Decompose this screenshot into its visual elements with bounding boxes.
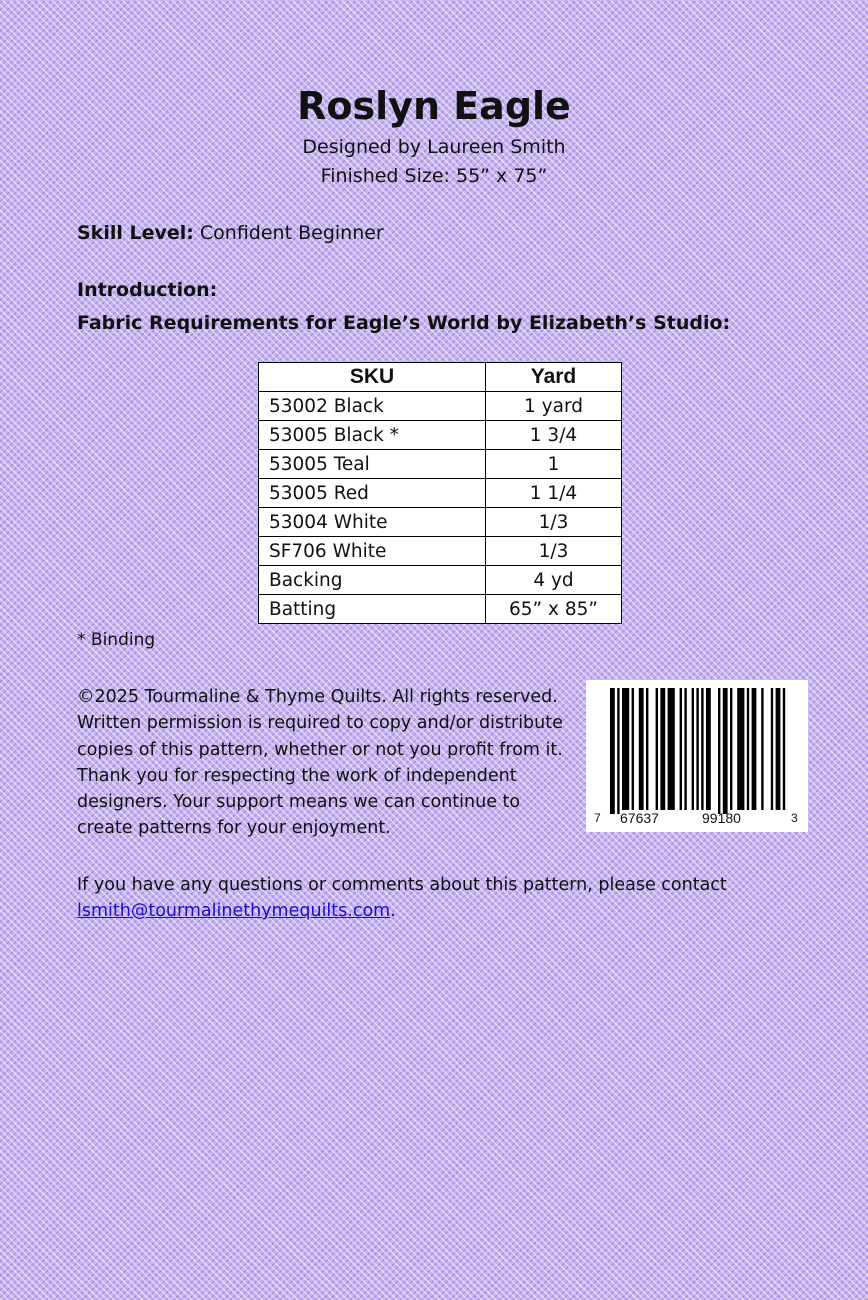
sku-cell: 53002 Black <box>259 392 486 421</box>
barcode-group-right: 99180 <box>702 810 741 826</box>
sku-cell: 53005 Black * <box>259 421 486 450</box>
table-row <box>259 537 622 566</box>
copyright-line: Thank you for respecting the work of independent <box>77 765 517 786</box>
barcode-bars <box>586 686 808 814</box>
contact-email-link[interactable]: lsmith@tourmalinethymequilts.com <box>77 901 391 921</box>
barcode-digit-end: 3 <box>791 811 798 825</box>
page-title: Roslyn Eagle <box>297 84 571 128</box>
sku-cell: SF706 White <box>259 537 486 566</box>
sku-cell: Backing <box>259 566 486 595</box>
copyright-line: create patterns for your enjoyment. <box>77 818 391 839</box>
binding-footnote: * Binding <box>77 630 156 650</box>
barcode-digit-start: 7 <box>594 811 601 825</box>
sku-cell: 53005 Teal <box>259 450 486 479</box>
yard-cell: 1/3 <box>486 537 622 566</box>
yard-cell: 65” x 85” <box>486 595 622 624</box>
finished-size: Finished Size: 55” x 75” <box>320 165 548 187</box>
table-row <box>259 566 622 595</box>
table-row <box>259 508 622 537</box>
yard-cell: 4 yd <box>486 566 622 595</box>
yard-cell: 1/3 <box>486 508 622 537</box>
column-header-sku: SKU <box>259 363 486 392</box>
designer-credit: Designed by Laureen Smith <box>302 136 566 158</box>
copyright-line: copies of this pattern, whether or not you profit from it. <box>77 739 563 760</box>
skill-level-label: Skill Level: <box>77 222 194 244</box>
contact-text: If you have any questions or comments about this pattern, please contact <box>77 875 727 895</box>
introduction-heading: Introduction: <box>77 279 218 301</box>
sku-cell: Batting <box>259 595 486 624</box>
column-header-yard: Yard <box>486 363 622 392</box>
yard-cell: 1 yard <box>486 392 622 421</box>
fabric-requirements-table <box>258 362 622 624</box>
table-row <box>259 392 622 421</box>
table-row <box>259 421 622 450</box>
sku-cell: 53005 Red <box>259 479 486 508</box>
sku-cell: 53004 White <box>259 508 486 537</box>
yard-cell: 1 1/4 <box>486 479 622 508</box>
contact-paragraph <box>77 872 797 924</box>
copyright-line: Written permission is required to copy and/or distribute <box>77 713 563 734</box>
skill-level-value: Confident Beginner <box>199 222 384 244</box>
table-header-row <box>259 363 622 392</box>
barcode-group-left: 67637 <box>620 810 659 826</box>
skill-level <box>77 222 384 244</box>
table-row <box>259 595 622 624</box>
copyright-notice <box>77 684 577 842</box>
contact-trailing: . <box>390 901 396 921</box>
table-row <box>259 450 622 479</box>
yard-cell: 1 3/4 <box>486 421 622 450</box>
copyright-line: designers. Your support means we can continue to <box>77 792 521 813</box>
table-row <box>259 479 622 508</box>
yard-cell: 1 <box>486 450 622 479</box>
upc-barcode <box>586 680 808 832</box>
fabric-requirements-heading: Fabric Requirements for Eagle’s World by Elizabeth’s Studio: <box>77 312 731 334</box>
copyright-line: ©2025 Tourmaline & Thyme Quilts. All rights reserved. <box>77 687 558 707</box>
